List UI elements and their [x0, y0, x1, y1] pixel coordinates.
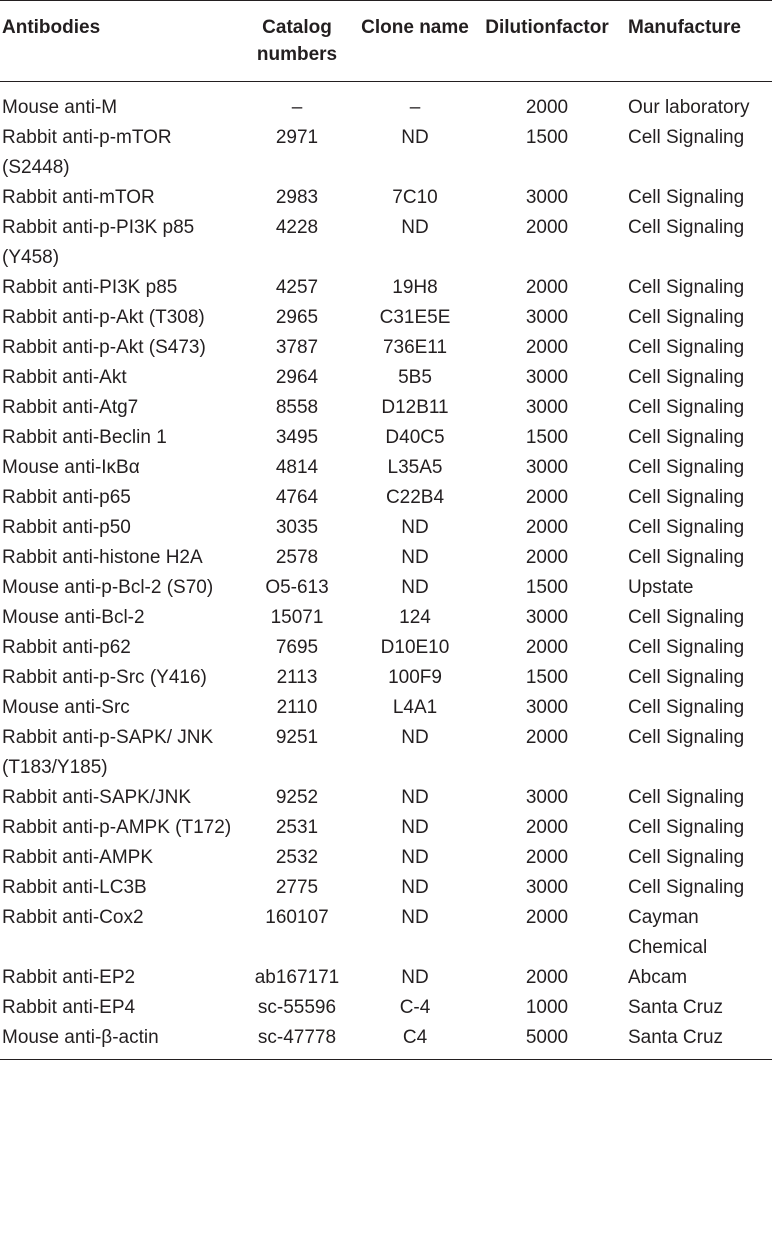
cell-antibody: Rabbit anti-SAPK/JNK: [2, 787, 192, 808]
cell-catalog-number: 4257: [275, 277, 319, 298]
cell-manufacture: Cell Signaling: [628, 607, 745, 628]
cell-manufacture: Cell Signaling: [628, 667, 745, 688]
cell-catalog-number: 160107: [265, 907, 329, 928]
cell-catalog-number: 2113: [276, 667, 318, 688]
cell-manufacture: Cell Signaling: [628, 187, 745, 208]
cell-clone-name: ND: [401, 907, 429, 928]
cell-clone-name: ND: [401, 217, 429, 238]
cell-catalog-number: 4228: [275, 217, 319, 238]
cell-manufacture: Cell Signaling: [628, 217, 745, 238]
cell-clone-name: ND: [401, 727, 429, 748]
cell-antibody: Rabbit anti-p62: [2, 637, 131, 658]
cell-catalog-number: 2971: [275, 127, 319, 148]
cell-catalog-number: –: [291, 97, 303, 118]
table-row: [0, 363, 772, 393]
cell-antibody: Rabbit anti-p-Akt (S473): [2, 337, 206, 358]
cell-clone-name: 124: [399, 607, 431, 628]
cell-antibody: Rabbit anti-PI3K p85: [2, 277, 178, 298]
cell-antibody: Rabbit anti-EP4: [2, 997, 136, 1018]
table-row: [0, 843, 772, 873]
cell-dilution-factor: 2000: [525, 277, 569, 298]
cell-dilution-factor: 2000: [525, 847, 569, 868]
cell-dilution-factor: 2000: [525, 967, 569, 988]
cell-catalog-number: 2965: [275, 307, 319, 328]
cell-clone-name: ND: [401, 547, 429, 568]
cell-dilution-factor: 3000: [525, 787, 569, 808]
cell-dilution-factor: 2000: [525, 97, 569, 118]
cell-manufacture: Cell Signaling: [628, 787, 745, 808]
cell-manufacture: Cell Signaling: [628, 697, 745, 718]
cell-dilution-factor: 3000: [525, 607, 569, 628]
cell-clone-name: ND: [401, 877, 429, 898]
cell-catalog-number: 9251: [275, 727, 319, 748]
table-row: [0, 183, 772, 213]
table-row: [0, 783, 772, 813]
cell-manufacture: Cell Signaling: [628, 367, 745, 388]
cell-clone-name: ND: [401, 967, 429, 988]
table-row: [0, 303, 772, 333]
cell-catalog-number: 2964: [275, 367, 319, 388]
header-clone-name: Clone name: [361, 17, 469, 38]
table-row: [0, 423, 772, 453]
cell-dilution-factor: 2000: [525, 217, 569, 238]
cell-catalog-number: 8558: [275, 397, 319, 418]
cell-manufacture: Cayman Chemical: [628, 907, 708, 958]
header-dilution-factor: Dilutionfactor: [485, 17, 609, 38]
cell-catalog-number: 2578: [275, 547, 319, 568]
table-row: [0, 333, 772, 363]
cell-antibody: Rabbit anti-p65: [2, 487, 131, 508]
cell-clone-name: ND: [401, 517, 429, 538]
cell-manufacture: Cell Signaling: [628, 487, 745, 508]
cell-clone-name: ND: [401, 577, 429, 598]
cell-catalog-number: 2531: [275, 817, 319, 838]
cell-antibody: Mouse anti-M: [2, 97, 118, 118]
cell-catalog-number: 2110: [276, 697, 318, 718]
header-manufacture: Manufacture: [628, 17, 741, 38]
table-body: [0, 82, 772, 1060]
cell-clone-name: ND: [401, 127, 429, 148]
table-row: [0, 813, 772, 843]
cell-clone-name: D12B11: [381, 397, 449, 418]
header-row: [0, 1, 772, 82]
cell-antibody: Rabbit anti-Akt: [2, 367, 127, 388]
cell-antibody: Mouse anti-β-actin: [2, 1027, 159, 1048]
cell-antibody: Rabbit anti-Cox2: [2, 907, 144, 928]
cell-catalog-number: 2775: [275, 877, 319, 898]
cell-dilution-factor: 1500: [525, 577, 569, 598]
table-row: [0, 273, 772, 303]
cell-dilution-factor: 3000: [525, 397, 569, 418]
cell-antibody: Rabbit anti-Beclin 1: [2, 427, 167, 448]
cell-antibody: Rabbit anti-p50: [2, 517, 131, 538]
cell-antibody: Rabbit anti-p-mTOR (S2448): [2, 127, 172, 178]
cell-manufacture: Abcam: [628, 967, 688, 988]
cell-dilution-factor: 3000: [525, 697, 569, 718]
table-row: [0, 573, 772, 603]
cell-manufacture: Cell Signaling: [628, 427, 745, 448]
table-row: [0, 663, 772, 693]
cell-dilution-factor: 2000: [525, 727, 569, 748]
table-row: [0, 633, 772, 663]
table-header: [0, 1, 772, 82]
cell-manufacture: Cell Signaling: [628, 727, 745, 748]
table-row: [0, 1023, 772, 1060]
cell-antibody: Mouse anti-Bcl-2: [2, 607, 145, 628]
cell-dilution-factor: 2000: [525, 547, 569, 568]
cell-catalog-number: 2532: [275, 847, 319, 868]
cell-dilution-factor: 2000: [525, 907, 569, 928]
table-row: [0, 453, 772, 483]
cell-catalog-number: sc-55596: [257, 997, 337, 1018]
cell-antibody: Rabbit anti-p-PI3K p85 (Y458): [2, 217, 195, 268]
cell-dilution-factor: 3000: [525, 307, 569, 328]
cell-clone-name: ND: [401, 787, 429, 808]
cell-antibody: Mouse anti-IκBα: [2, 457, 140, 478]
cell-clone-name: 19H8: [392, 277, 438, 298]
table-row: [0, 123, 772, 183]
table-row: [0, 513, 772, 543]
cell-clone-name: C31E5E: [379, 307, 451, 328]
cell-clone-name: ND: [401, 847, 429, 868]
cell-antibody: Rabbit anti-p-Src (Y416): [2, 667, 207, 688]
cell-dilution-factor: 2000: [525, 637, 569, 658]
cell-antibody: Rabbit anti-p-SAPK/ JNK (T183/Y185): [2, 727, 214, 778]
cell-dilution-factor: 3000: [525, 367, 569, 388]
cell-clone-name: C4: [402, 1027, 428, 1048]
cell-clone-name: 5B5: [398, 367, 432, 388]
cell-catalog-number: ab167171: [254, 967, 340, 988]
cell-catalog-number: 9252: [275, 787, 319, 808]
table-row: [0, 483, 772, 513]
table-row: [0, 723, 772, 783]
cell-manufacture: Cell Signaling: [628, 337, 745, 358]
cell-catalog-number: 15071: [270, 607, 324, 628]
cell-antibody: Rabbit anti-Atg7: [2, 397, 139, 418]
cell-antibody: Rabbit anti-p-Akt (T308): [2, 307, 205, 328]
cell-clone-name: C22B4: [385, 487, 445, 508]
cell-dilution-factor: 1500: [525, 127, 569, 148]
cell-clone-name: D40C5: [385, 427, 445, 448]
cell-clone-name: D10E10: [380, 637, 450, 658]
header-antibodies: Antibodies: [2, 17, 101, 38]
table-row: [0, 963, 772, 993]
cell-catalog-number: 3787: [275, 337, 319, 358]
cell-dilution-factor: 1500: [525, 427, 569, 448]
cell-catalog-number: O5-613: [265, 577, 329, 598]
cell-catalog-number: 7695: [275, 637, 319, 658]
table-row: [0, 903, 772, 963]
cell-clone-name: C-4: [399, 997, 431, 1018]
table-row: [0, 993, 772, 1023]
cell-antibody: Mouse anti-p-Bcl-2 (S70): [2, 577, 214, 598]
cell-catalog-number: 4814: [275, 457, 319, 478]
cell-catalog-number: 2983: [275, 187, 319, 208]
table-row: [0, 693, 772, 723]
cell-manufacture: Cell Signaling: [628, 637, 745, 658]
cell-antibody: Rabbit anti-histone H2A: [2, 547, 203, 568]
cell-clone-name: –: [409, 97, 421, 118]
cell-dilution-factor: 1500: [525, 667, 569, 688]
cell-antibody: Rabbit anti-LC3B: [2, 877, 147, 898]
cell-manufacture: Cell Signaling: [628, 517, 745, 538]
cell-clone-name: L35A5: [387, 457, 443, 478]
table-row: [0, 213, 772, 273]
table-row: [0, 543, 772, 573]
cell-manufacture: Cell Signaling: [628, 307, 745, 328]
cell-manufacture: Cell Signaling: [628, 847, 745, 868]
cell-dilution-factor: 3000: [525, 187, 569, 208]
cell-dilution-factor: 2000: [525, 487, 569, 508]
cell-manufacture: Cell Signaling: [628, 127, 745, 148]
cell-manufacture: Santa Cruz: [628, 997, 724, 1018]
cell-manufacture: Cell Signaling: [628, 457, 745, 478]
table-row: [0, 873, 772, 903]
cell-clone-name: 736E11: [382, 337, 448, 358]
cell-catalog-number: sc-47778: [257, 1027, 337, 1048]
cell-clone-name: ND: [401, 817, 429, 838]
cell-antibody: Rabbit anti-EP2: [2, 967, 136, 988]
cell-catalog-number: 3495: [275, 427, 319, 448]
cell-dilution-factor: 2000: [525, 517, 569, 538]
cell-clone-name: 7C10: [392, 187, 438, 208]
cell-clone-name: L4A1: [392, 697, 438, 718]
cell-manufacture: Our laboratory: [628, 97, 750, 118]
cell-dilution-factor: 2000: [525, 817, 569, 838]
cell-dilution-factor: 5000: [525, 1027, 569, 1048]
cell-clone-name: 100F9: [388, 667, 442, 688]
header-catalog-numbers: Catalog numbers: [256, 17, 338, 65]
cell-manufacture: Cell Signaling: [628, 397, 745, 418]
cell-antibody: Rabbit anti-mTOR: [2, 187, 155, 208]
cell-manufacture: Upstate: [628, 577, 694, 598]
cell-dilution-factor: 1000: [525, 997, 569, 1018]
cell-dilution-factor: 3000: [525, 877, 569, 898]
cell-manufacture: Cell Signaling: [628, 817, 745, 838]
cell-manufacture: Cell Signaling: [628, 877, 745, 898]
cell-antibody: Rabbit anti-p-AMPK (T172): [2, 817, 232, 838]
cell-antibody: Mouse anti-Src: [2, 697, 130, 718]
cell-manufacture: Santa Cruz: [628, 1027, 724, 1048]
cell-manufacture: Cell Signaling: [628, 547, 745, 568]
cell-dilution-factor: 3000: [525, 457, 569, 478]
cell-antibody: Rabbit anti-AMPK: [2, 847, 154, 868]
table-row: [0, 603, 772, 633]
table-row: [0, 393, 772, 423]
cell-manufacture: Cell Signaling: [628, 277, 745, 298]
cell-catalog-number: 3035: [275, 517, 319, 538]
cell-catalog-number: 4764: [275, 487, 319, 508]
table-row: [0, 82, 772, 124]
cell-dilution-factor: 2000: [525, 337, 569, 358]
